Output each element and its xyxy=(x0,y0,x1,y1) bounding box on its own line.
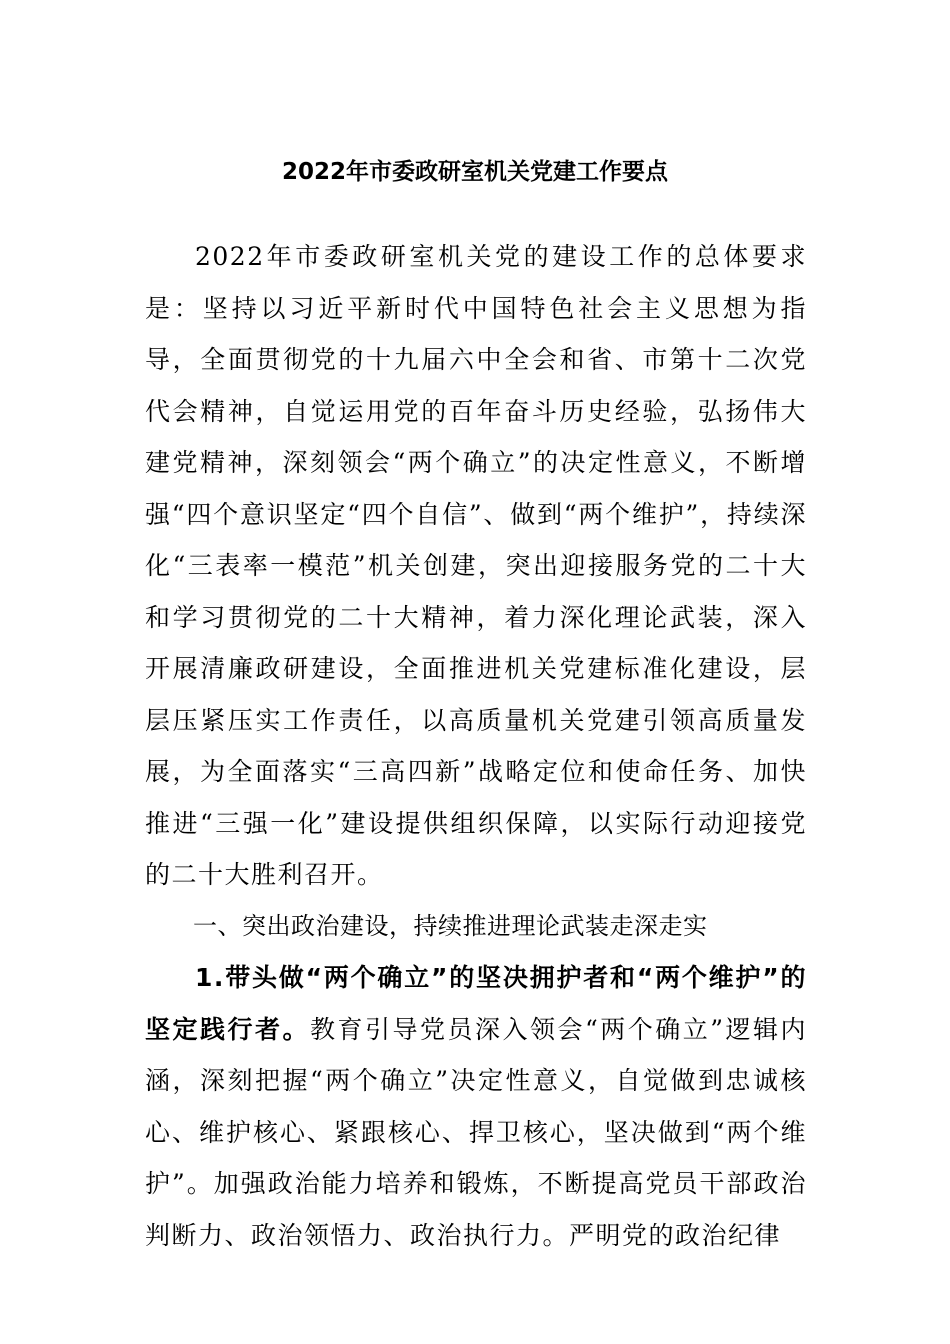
item-text: 教育引导党员深入领会“两个确立”逻辑内涵，深刻把握“两个确立”决定性意义，自觉做到忠诚核心、维护核心、紧跟核心、捍卫核心，坚决做到“两个维护”。加强政治能力培养和锻炼，不断提高党员干部政治判断力、政治领悟力、政治执行力。严明党的政治纪律 xyxy=(145,1014,807,1250)
item-paragraph xyxy=(145,952,807,1261)
intro-paragraph: 2022年市委政研室机关党的建设工作的总体要求是：坚持以习近平新时代中国特色社会主义思想为指导，全面贯彻党的十九届六中全会和省、市第十二次党代会精神，自觉运用党的百年奋斗历史经验，弘扬伟大建党精神，深刻领会“两个确立”的决定性意义，不断增强“四个意识坚定“四个自信”、做到“两个维护”，持续深化“三表率一模范”机关创建，突出迎接服务党的二十大和学习贯彻党的二十大精神，着力深化理论武装，深入开展清廉政研建设，全面推进机关党建标准化建设，层层压紧压实工作责任，以高质量机关党建引领高质量发展，为全面落实“三高四新”战略定位和使命任务、加快推进“三强一化”建设提供组织保障，以实际行动迎接党的二十大胜利召开。 xyxy=(145,242,807,889)
document-body xyxy=(145,231,807,1261)
document-title: 2022年市委政研室机关党建工作要点 xyxy=(281,159,668,185)
item-lead: 1.带头做“两个确立”的坚决拥护者和“两个维护”的坚定践行者。 xyxy=(145,963,807,1044)
section-heading: 一、突出政治建设，持续推进理论武装走深走实 xyxy=(193,911,708,940)
